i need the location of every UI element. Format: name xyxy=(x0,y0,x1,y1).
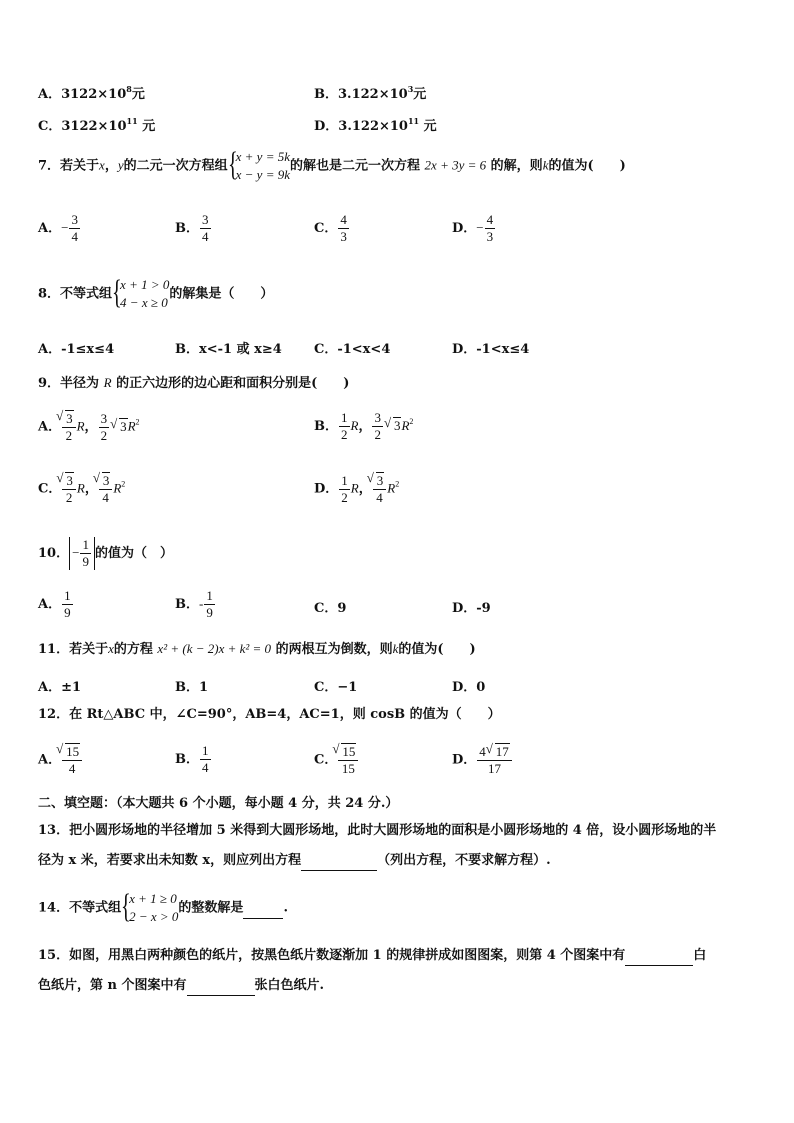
q12-option-a: A． √ $\frac{15}{4}$ xyxy=(38,743,83,777)
q10-option-d: D．-9 xyxy=(452,601,491,616)
question-15-line-1: 15．如图，用黑白两种颜色的纸片，按黑色纸片数逐渐加 1 的规律拼成如图图案，则第 4 个图案中有 白 xyxy=(38,947,706,966)
q10-option-b: B．- $\frac{1}{9}$ xyxy=(175,588,213,620)
q6-option-a: A．$3122\times 10^8$元 xyxy=(38,84,145,102)
question-10: 10． − $\frac{1}{9}$ 的值为（ ） xyxy=(38,537,173,569)
q9-option-a: A． √ $\frac{3}{2}$ R， $\frac{3}{2}$ √ $3R^2$ xyxy=(38,410,140,444)
q7-option-d: D．− $\frac{4}{3}$ xyxy=(452,212,494,244)
q12-option-b: B． $\frac{1}{4}$ xyxy=(175,743,209,775)
question-11: 11．若关于x的方程 x² + (k − 2)x + k² = 0 的两根互为倒数，则k的值为( ) xyxy=(38,641,476,657)
q7-option-b: B． $\frac{3}{4}$ xyxy=(175,212,209,244)
q10-absolute-value: − $\frac{1}{9}$ xyxy=(69,537,95,570)
q8-option-d: D．-1<x≤4 xyxy=(452,342,530,357)
q11-option-b: B．1 xyxy=(175,680,209,695)
q15-answer-blank-1[interactable] xyxy=(625,947,693,966)
question-8: 8．不等式组 { x + 1 > 0 4 − x ≥ 0 的解集是（ ） xyxy=(38,274,274,311)
q12-option-d: D． $\frac{4√ 17}{17}$ xyxy=(452,743,513,777)
question-14: 14．不等式组 { x + 1 ≥ 0 2 − x > 0 的整数解是 . xyxy=(38,888,288,925)
q6-option-b: B．$3.122\times 10^3$元 xyxy=(314,84,427,102)
question-7: 7．若关于x，y的二元一次方程组 { x + y = 5k x − y = 9k 的解也是二元一次方程 2x + 3y = 6 的解，则k的值为( ) xyxy=(38,146,626,183)
q6-option-d: D．$3.122\times 10^{11}$ 元 xyxy=(314,116,437,134)
question-12: 12．在 Rt△ABC 中，∠C=90°，AB=4，AC=1，则 cosB 的值为（ ） xyxy=(38,707,501,722)
q14-answer-blank[interactable] xyxy=(243,900,283,919)
q10-option-a: A． $\frac{1}{9}$ xyxy=(38,588,71,620)
q8-option-b: B．x<-1 或 x≥4 xyxy=(175,342,282,357)
q8-inequality-system: { x + 1 > 0 4 − x ≥ 0 xyxy=(112,274,170,311)
q7-option-c: C． $\frac{4}{3}$ xyxy=(314,212,347,244)
q11-option-c: C．−1 xyxy=(314,680,358,695)
q14-inequality-system: { x + 1 ≥ 0 2 − x > 0 xyxy=(121,888,179,925)
q8-option-a: A．-1≤x≤4 xyxy=(38,342,115,357)
q11-option-d: D．0 xyxy=(452,680,486,695)
q9-option-c: C． √ $\frac{3}{2}$ R， √ $\frac{3}{4}$ $R^2$ xyxy=(38,472,125,506)
q7-option-a: A．− $\frac{3}{4}$ xyxy=(38,212,78,244)
q11-option-a: A．±1 xyxy=(38,680,82,695)
q9-option-d: D． $\frac{1}{2}$ R， √ $\frac{3}{4}$ $R^2$ xyxy=(314,472,399,506)
q6-option-c: C．$3122\times 10^{11}$ 元 xyxy=(38,116,156,134)
q13-answer-blank[interactable] xyxy=(301,852,377,871)
q9-option-b: B． $\frac{1}{2}$ R， $\frac{3}{2}$ √ $3R^2$ xyxy=(314,410,413,443)
question-13-line-1: 13．把小圆形场地的半径增加 5 米得到大圆形场地，此时大圆形场地的面积是小圆形场地的 4 倍，设小圆形场地的半 xyxy=(38,823,717,838)
question-15-line-2: 色纸片，第 n 个图案中有 张白色纸片. xyxy=(38,977,324,996)
q15-answer-blank-2[interactable] xyxy=(187,977,255,996)
q7-equation-system: { x + y = 5k x − y = 9k xyxy=(227,146,290,183)
question-9: 9．半径为 R 的正六边形的边心距和面积分别是( ) xyxy=(38,375,350,391)
question-13-line-2: 径为 x 米，若要求出未知数 x，则应列出方程 （列出方程，不要求解方程）. xyxy=(38,852,551,871)
q10-option-c: C．9 xyxy=(314,601,347,616)
section-2-heading: 二、填空题：（本大题共 6 个小题，每小题 4 分，共 24 分.） xyxy=(38,796,399,811)
q8-option-c: C．-1<x<4 xyxy=(314,342,391,357)
q12-option-c: C． √ $\frac{15}{15}$ xyxy=(314,743,359,777)
